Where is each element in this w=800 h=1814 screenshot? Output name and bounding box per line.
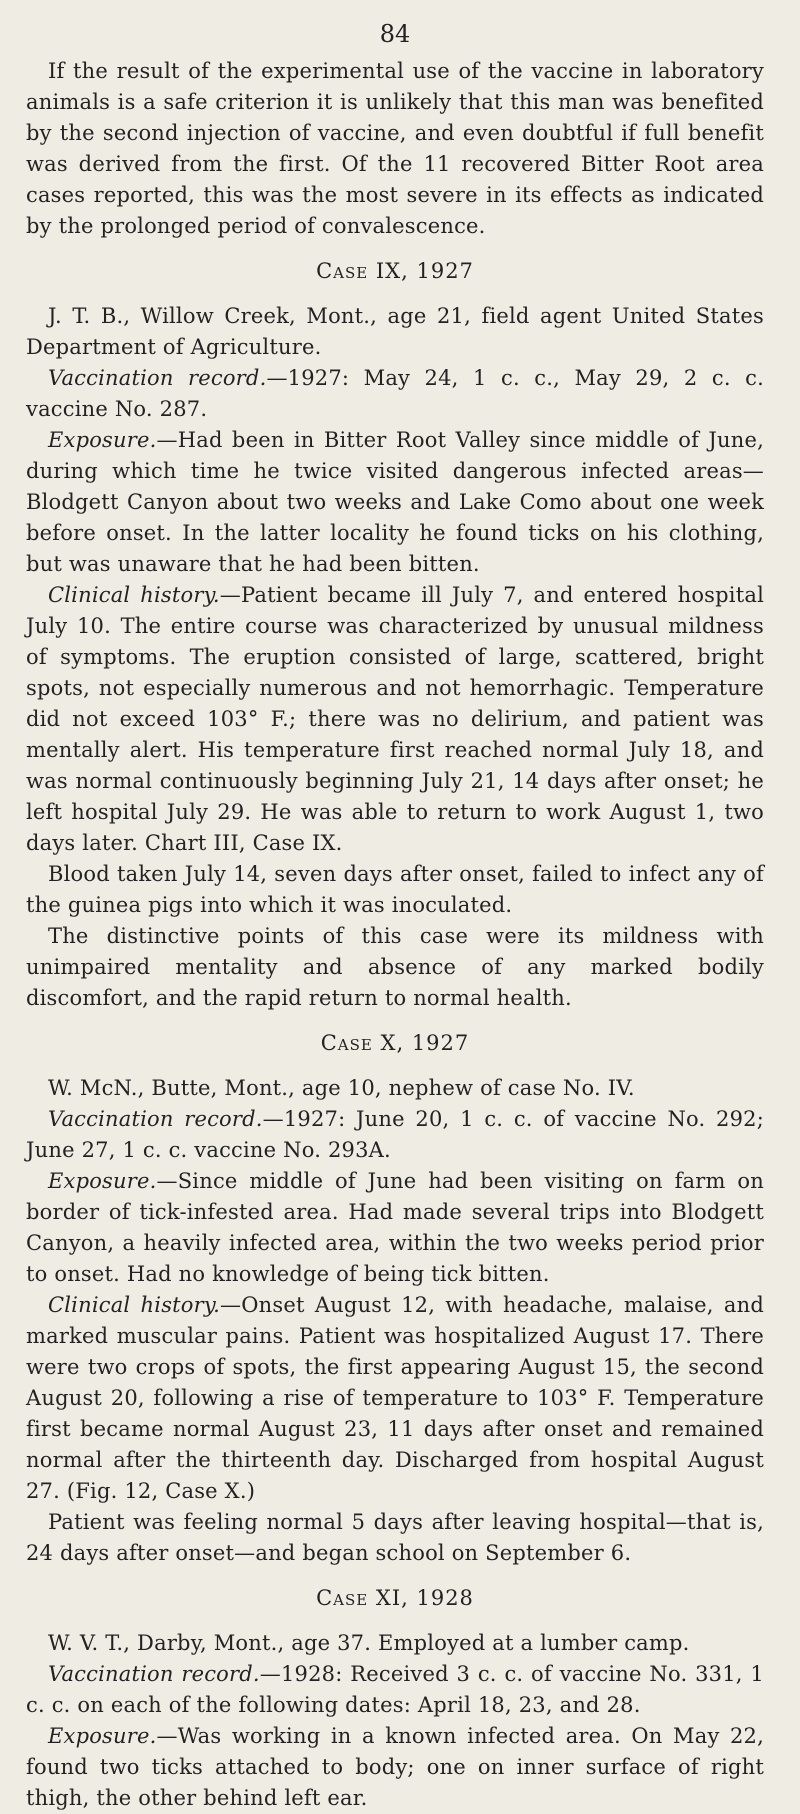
- vaccination-label: Vaccination record.: [48, 1107, 263, 1131]
- vaccination-text: —1927: June 20, 1 c. c. of vaccine No. 292; June 27, 1 c. c. vaccine No. 293A.: [26, 1107, 764, 1162]
- exposure-label: Exposure.: [48, 428, 157, 452]
- vaccination-label: Vaccination record.: [48, 366, 267, 390]
- case-xi-exposure: [26, 1721, 764, 1814]
- exposure-text: —Had been in Bitter Root Valley since middle of June, during which time he twice visited dangerous infected areas—Blodgett Canyon about two weeks and Lake Como about one week before onset. In the latter locality he found ticks on his clothing, but was unaware that he had been bitten.: [26, 428, 764, 576]
- case-ix-clinical: [26, 580, 764, 859]
- case-x-recovery: Patient was feeling normal 5 days after leaving hospital—that is, 24 days after onset—and began school on September 6.: [26, 1510, 764, 1565]
- clinical-label: Clinical history.: [48, 1293, 221, 1317]
- case-x-heading: Case X, 1927: [320, 1031, 470, 1055]
- case-x-vaccination: [26, 1104, 764, 1166]
- case-ix-vaccination: [26, 363, 764, 425]
- clinical-text: —Patient became ill July 7, and entered hospital July 10. The entire course was characterized by unusual mildness of symptoms. The eruption consisted of large, scattered, bright spots, not especially numerous and not hemorrhagic. Temperature did not exceed 103° F.; there was no delirium, and patient was mentally alert. His temperature first reached normal July 18, and was normal continuously beginning July 21, 14 days after onset; he left hospital July 29. He was able to return to work August 1, two days later. Chart III, Case IX.: [26, 583, 764, 855]
- case-x-clinical: [26, 1290, 764, 1507]
- case-ix-patient: J. T. B., Willow Creek, Mont., age 21, field agent United States Department of Agriculture.: [26, 304, 764, 359]
- document-body: [26, 56, 764, 1814]
- clinical-label: Clinical history.: [48, 583, 220, 607]
- vaccination-text: —1928: Received 3 c. c. of vaccine No. 331, 1 c. c. on each of the following dates: April 18, 23, and 28.: [26, 1662, 764, 1717]
- exposure-label: Exposure.: [48, 1724, 157, 1748]
- case-xi-vaccination: [26, 1659, 764, 1721]
- page-number: 84: [379, 20, 411, 48]
- exposure-text: —Was working in a known infected area. On May 22, found two ticks attached to body; one on inner surface of right thigh, the other behind left ear.: [26, 1724, 764, 1810]
- case-xi-patient: W. V. T., Darby, Mont., age 37. Employed at a lumber camp.: [48, 1631, 690, 1655]
- case-ix-blood: Blood taken July 14, seven days after onset, failed to infect any of the guinea pigs into which it was inoculated.: [26, 862, 764, 917]
- case-xi-heading: Case XI, 1928: [316, 1586, 474, 1610]
- clinical-text: —Onset August 12, with headache, malaise, and marked muscular pains. Patient was hospitalized August 17. There were two crops of spots, the first appearing August 15, the second August 20, following a rise of temperature to 103° F. Temperature first became normal August 23, 11 days after onset and remained normal after the thirteenth day. Discharged from hospital August 27. (Fig. 12, Case X.): [26, 1293, 764, 1503]
- case-ix-exposure: [26, 425, 764, 580]
- vaccination-label: Vaccination record.: [48, 1662, 260, 1686]
- case-x-exposure: [26, 1166, 764, 1290]
- intro-paragraph: If the result of the experimental use of the vaccine in laboratory animals is a safe criterion it is unlikely that this man was benefited by the second injection of vaccine, and even doubtful if full benefit was derived from the first. Of the 11 recovered Bitter Root area cases reported, this was the most severe in its effects as indicated by the prolonged period of convalescence.: [26, 59, 764, 238]
- vaccination-text: —1927: May 24, 1 c. c., May 29, 2 c. c. vaccine No. 287.: [26, 366, 765, 421]
- case-ix-heading: Case IX, 1927: [316, 259, 474, 283]
- exposure-text: —Since middle of June had been visiting on farm on border of tick-infested area. Had made several trips into Blodgett Canyon, a heavily infected area, within the two weeks period prior to onset. Had no knowledge of being tick bitten.: [26, 1169, 764, 1286]
- exposure-label: Exposure.: [48, 1169, 157, 1193]
- case-ix-distinctive: The distinctive points of this case were its mildness with unimpaired mentality and absence of any marked bodily discomfort, and the rapid return to normal health.: [26, 924, 764, 1010]
- case-x-patient: W. McN., Butte, Mont., age 10, nephew of case No. IV.: [48, 1076, 635, 1100]
